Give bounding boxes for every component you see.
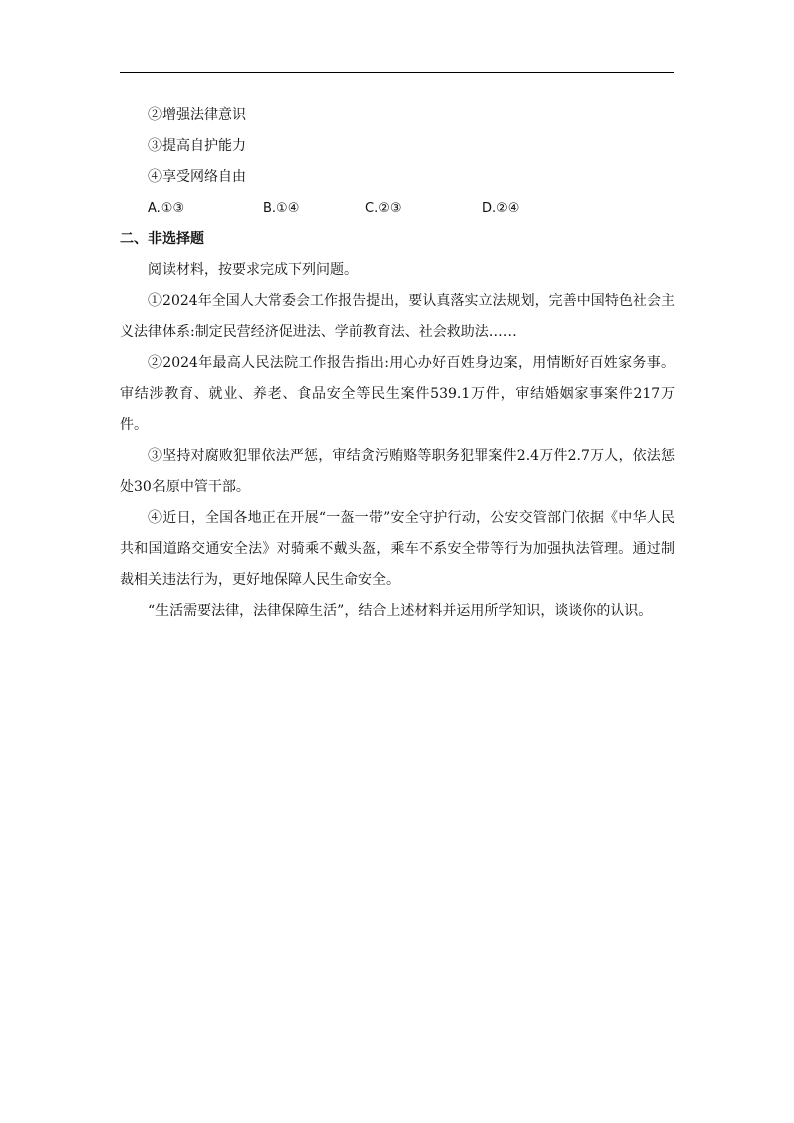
option-a: A.①③ [148, 201, 185, 216]
choice-3: ③提高自护能力 [148, 138, 246, 154]
section-heading: 二、非选择题 [120, 231, 204, 247]
material-2: ②2024年最高人民法院工作报告指出:用心办好百姓身边案，用情断好百姓家务事。审结涉教育、就业、养老、食品安全等民生案件539.1万件，审结婚姻家事案件217万件。 [120, 355, 675, 433]
material-4: ④近日，全国各地正在开展“一盔一带”安全守护行动，公安交管部门依据《中华人民共和国道路交通安全法》对骑乘不戴头盔，乘车不系安全带等行为加强执法管理。通过制裁相关违法行为，更好地保障人民生命安全。 [120, 510, 675, 588]
essay-question: “生活需要法律，法律保障生活”，结合上述材料并运用所学知识，谈谈你的认识。 [148, 603, 653, 619]
answer-options [120, 193, 675, 224]
choice-2: ②增强法律意识 [148, 107, 246, 123]
material-3: ③坚持对腐败犯罪依法严惩，审结贪污贿赂等职务犯罪案件2.4万件2.7万人，依法惩处30名原中管干部。 [120, 448, 675, 495]
instruction: 阅读材料，按要求完成下列问题。 [148, 262, 358, 278]
choice-4: ④享受网络自由 [148, 169, 246, 185]
option-c: C.②③ [365, 201, 402, 216]
material-1: ①2024年全国人大常委会工作报告提出，要认真落实立法规划，完善中国特色社会主义法律体系:制定民营经济促进法、学前教育法、社会救助法…… [120, 293, 675, 340]
option-b: B.①④ [263, 201, 300, 216]
header-rule [120, 72, 674, 73]
document-body [120, 100, 675, 627]
option-d: D.②④ [482, 201, 520, 216]
